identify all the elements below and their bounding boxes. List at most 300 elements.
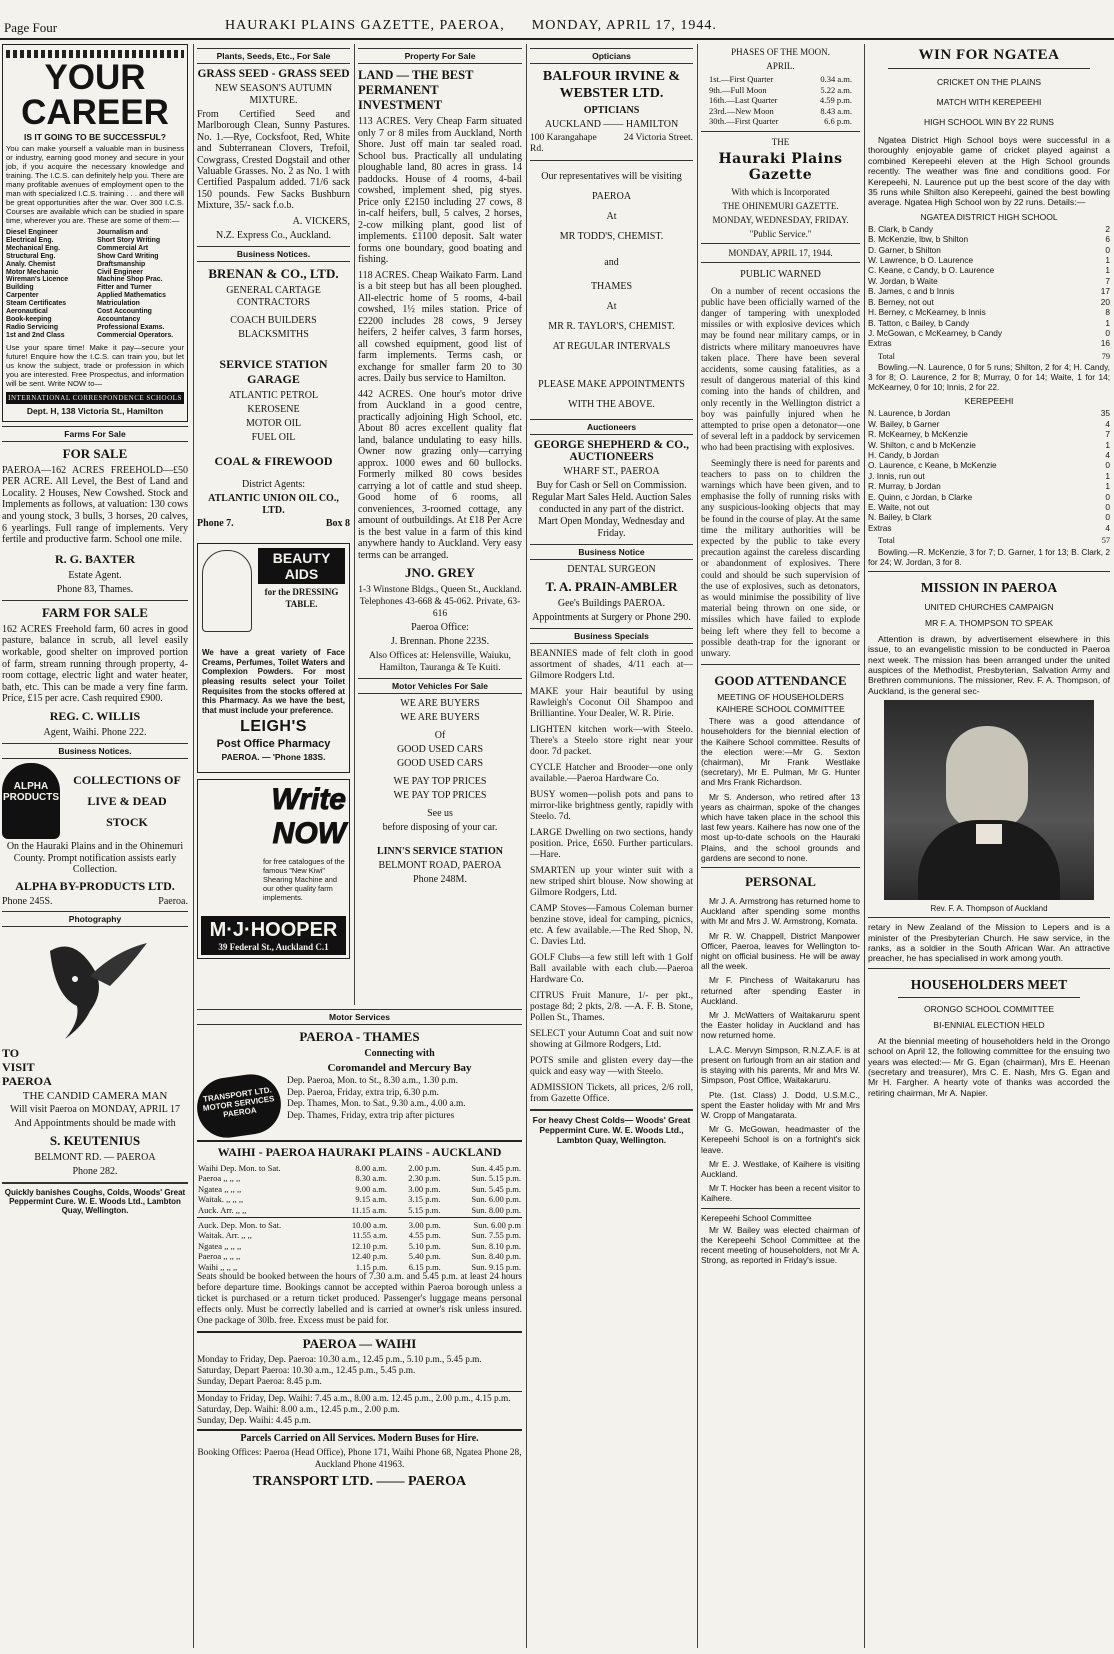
score-row	[868, 419, 1110, 429]
timetable-cell: 10.00 a.m.	[351, 1220, 388, 1231]
cities: AUCKLAND —— HAMILTON	[544, 119, 679, 130]
runs: 1	[1105, 470, 1110, 481]
timetable-cell: 11.15 a.m.	[351, 1204, 388, 1215]
course-item: Radio Servicing	[6, 323, 59, 331]
timetable-cell: 12.10 p.m.	[351, 1240, 388, 1251]
timetable-cell: 1.15 p.m.	[355, 1261, 388, 1272]
timetable-cell: Auck. Arr. ,, ,,	[198, 1204, 247, 1215]
course-item: Diesel Engineer	[6, 229, 58, 236]
agent-phone: Agent, Waihi. Phone 222.	[43, 727, 147, 738]
career-subtitle: IS IT GOING TO BE SUCCESSFUL?	[24, 132, 166, 142]
ad-border	[6, 50, 184, 58]
course-item: Book-keeping	[6, 315, 52, 323]
swallow-illustration	[2, 931, 188, 1046]
timetable-cell: Sun. 5.45 p.m.	[471, 1183, 521, 1194]
runs: 20	[1100, 296, 1110, 307]
atlantic-contact: Phone 7. Box 8	[197, 517, 350, 529]
course-item: Motor Mechanic	[6, 268, 59, 276]
personal-item: Mr R. W. Chappell, District Manpower Officer, Paeroa, leaves for Wellington to-night on official business. He will be away all the week.	[701, 930, 860, 972]
timetable-cell: 5.15 p.m.	[408, 1204, 441, 1215]
agent-name: REG. C. WILLIS	[49, 709, 141, 723]
runs: 0	[1105, 512, 1110, 523]
runs: 4	[1105, 418, 1110, 429]
personal-item: Mr T. Hocker has been a recent visitor to Kaihere.	[701, 1183, 860, 1204]
thames-sub: Connecting with	[364, 1048, 435, 1059]
paeroa-waihi-title: PAEROA — WAIHI	[302, 1336, 417, 1352]
section-header: Business Notice	[530, 544, 693, 560]
mission-text: Attention is drawn, by advertisement elsewhere in this issue, to an evangelistic mission to be conducted in Paeroa next week. The mission has been arranged under the united auspices of the Methodist, Presbyterian, Salvation Army and Brethren communions. The missioner, Rev. F. A. Thompson, of Auckland, is the general sec-	[868, 633, 1110, 696]
timetable-cell: Paeroa ,, ,, ,,	[198, 1173, 241, 1184]
special-item: BUSY women—polish pots and pans to mirror-like brightness gently, rapidly with Steelo. 7d.	[530, 789, 693, 823]
optician-addresses: 100 Karangahape Rd. 24 Victoria Street.	[530, 133, 693, 154]
special-item: POTS smile and glisten every day—the quick and easy way —with Steelo.	[530, 1055, 693, 1078]
personal-item: Mr J. McWatters of Waitakaruru spent the Easter holiday in Auckland and has now returned home.	[701, 1010, 860, 1041]
score-row	[868, 265, 1110, 275]
score-row	[868, 429, 1110, 439]
batsman: B. James, c and b Innis	[868, 286, 955, 297]
timetable-cell: 3.00 p.m.	[408, 1183, 441, 1194]
runs: 1	[1105, 439, 1110, 450]
moon-month: APRIL.	[766, 61, 795, 71]
win-sub: MATCH WITH KEREPEEHI	[936, 97, 1042, 107]
batsman: B. McKenzie, lbw, b Shilton	[868, 234, 969, 245]
batsman: B. Tatton, c Bailey, b Candy	[868, 317, 970, 328]
career-footer: Use your spare time! Make it pay—secure your future! Enquire how the I.C.S. can train you, but let us know the subject, trade or profession in which you are interested. Free Prospectus, and information will be sent. Write NOW to—	[6, 342, 184, 388]
score-row	[868, 286, 1110, 296]
alpha-name: ALPHA BY-PRODUCTS LTD.	[15, 878, 175, 893]
score-row	[868, 460, 1110, 470]
special-item: ADMISSION Tickets, all prices, 2/6 roll, from Gazette Office.	[530, 1082, 693, 1105]
timetable-cell: 9.00 a.m.	[355, 1183, 388, 1194]
section-header: Motor Services	[197, 1009, 522, 1025]
course-item: Structural Eng.	[6, 252, 56, 260]
runs: 0	[1105, 501, 1110, 512]
column-6	[868, 44, 1110, 1648]
see-line: See us	[427, 808, 453, 819]
moon-row	[701, 106, 860, 117]
runs: 6	[1105, 234, 1110, 245]
runs: 4	[1105, 449, 1110, 460]
score-row	[868, 440, 1110, 450]
balfour-name: BALFOUR IRVINE & WEBSTER LTD.	[542, 69, 681, 101]
batsman: N. Laurence, b Jordan	[868, 408, 951, 419]
runs: 2	[1105, 223, 1110, 234]
shepherd-name: GEORGE SHEPHERD & CO., AUCTIONEERS	[534, 439, 689, 464]
column-1	[2, 44, 188, 1648]
score-row	[868, 307, 1110, 317]
timetable-cell: Sun. 8.40 p.m.	[471, 1251, 521, 1262]
grass-text: From Certified Seed and Marlborough Clean, Sunny Pastures. No. 1.—Rye, Cocksfoot, Red, White and Subterranean Clovers, Trefoil, Cowgrass, Crested Dogstail and other Valuable Grasses. No. 2 as No. 1 with Certified Paspalum added. 71/6 sack 150 pounds. Few Sacks Bushburn Mixture, 35/- sack f.o.b.	[197, 109, 350, 212]
attendance-sub: MEETING OF HOUSEHOLDERS	[717, 692, 844, 703]
leighs-address: PAEROA. — 'Phone 183S.	[221, 752, 326, 763]
agent-name: R. G. BAXTER	[54, 551, 135, 566]
personal-item: Mr F. Pinchess of Waitakaruru has returned after spending Easter in Auckland.	[701, 975, 860, 1006]
batsman: N. Bailey, b Clark	[868, 512, 932, 523]
ngatea-total: Total 79	[878, 351, 1110, 361]
linn-address: BELMONT ROAD, PAEROA	[378, 860, 502, 871]
portrait-illustration	[202, 550, 252, 632]
brenan-line: BLACKSMITHS	[238, 328, 309, 340]
attendance-sub: KAIHERE SCHOOL COMMITTEE	[716, 704, 845, 715]
camera-man: THE CANDID CAMERA MAN	[22, 1090, 168, 1103]
course-item: Wireman's Licence	[6, 276, 69, 284]
warned-text: Seemingly there is need for parents and teachers to pass on to children the warnings which have been given, and to emphasise the folly of running risks with any suspicious-looking objects that may be found in the course of play. At the same time the military authorities will be expected by the public to take every precaution against the careless discarding or abandonment of explosives. There could and should be such supervision of the use of explosives, such as detonators, as would minimise the possibility of live material being thrown on one side, or missiles which have failed to explode being left where they fell to become a possible death-trap for the ignorant or unwary.	[701, 458, 860, 659]
timetable-row	[197, 1241, 522, 1251]
attendance-text: There was a good attendance of householders for the biennial election of the Kaihere School committee. Results of the election were:—Mr G. Sexton (chairman), Mr Frank Westlake (secretary), Mr E. Pulman, Mr G. Hunter and Mrs Frank Richardson.	[701, 716, 860, 788]
course-item: Commercial Operators.	[97, 331, 174, 339]
gazette-nameplate: Hauraki Plains Gazette	[718, 150, 843, 183]
moon-phase: 9th.—Full Moon	[709, 84, 767, 95]
keutenius-address: BELMONT RD. — PAEROA	[34, 1152, 156, 1164]
runs: 0	[1105, 244, 1110, 255]
masthead-title: HAURAKI PLAINS GAZETTE, PAEROA, MONDAY, APRIL 17, 1944.	[225, 18, 717, 33]
course-list	[6, 229, 184, 340]
moon-time: 0.34 a.m.	[820, 74, 852, 84]
timetable-row	[197, 1173, 522, 1183]
score-row	[868, 481, 1110, 491]
score-row	[868, 234, 1110, 244]
moon-phase: 16th.—Last Quarter	[709, 95, 778, 105]
win-sub: CRICKET ON THE PLAINS	[936, 77, 1042, 87]
moon-title: PHASES OF THE MOON.	[731, 47, 830, 57]
runs: 0	[1105, 327, 1110, 338]
batsman: B. Clark, b Candy	[868, 223, 934, 234]
mission-sub: MR F. A. THOMPSON TO SPEAK	[924, 617, 1053, 628]
opticians-label: OPTICIANS	[583, 105, 640, 116]
householders-sub: BI-ENNIAL ELECTION HELD	[933, 1019, 1045, 1030]
mission-heading: MISSION IN PAEROA	[920, 579, 1058, 595]
timetable-row	[197, 1194, 522, 1204]
section-header: Photography	[2, 911, 188, 927]
runs: 0	[1105, 491, 1110, 502]
transport-footer: TRANSPORT LTD. —— PAEROA	[252, 1474, 467, 1490]
personal-item: Pte. (1st. Class) J. Dodd, U.S.M.C., spent the Easter holiday with Mr and Mrs W. Cropp of Mangatarata.	[701, 1089, 860, 1120]
linn-name: LINN'S SERVICE STATION	[377, 846, 503, 857]
batsman: H. Candy, b Jordan	[868, 449, 939, 460]
thames-title: PAEROA - THAMES	[299, 1029, 420, 1044]
buyers-line: WE ARE BUYERS	[400, 698, 480, 709]
service-line: FUEL OIL	[251, 431, 296, 443]
section-header: Motor Vehicles For Sale	[358, 678, 522, 694]
batsman: W. Lawrence, b O. Laurence	[868, 255, 974, 266]
vickers-name: A. VICKERS,	[292, 215, 350, 227]
specials-list	[530, 648, 693, 1104]
batsman: O. Laurence, c Keane, b McKenzie	[868, 460, 997, 471]
thompson-photo	[884, 700, 1094, 900]
course-item: Machine Shop Prac.	[97, 276, 163, 284]
paeroa-line: PAEROA	[591, 191, 632, 203]
mission-sub: UNITED CHURCHES CAMPAIGN	[924, 601, 1054, 612]
course-item: Applied Mathematics	[97, 292, 166, 300]
career-body: You can make yourself a valuable man in business or industry, earning good money and secure in your job, if you acquire the necessary knowledge and training. The I.C.S. can definitely help you. There are many profitable avenues of employment open to the man with specialized I.C.S. training . . . and there will be great opportunities after the war. Over 300 I.C.S. Courses are available which can be studied in spare time, wherever you are. These are some of them:—	[6, 144, 184, 225]
timetable-row	[197, 1205, 522, 1215]
ics-advertisement	[2, 44, 188, 422]
timetable-cell: 11.55 a.m.	[352, 1230, 388, 1241]
photo-caption: Rev. F. A. Thompson of Auckland	[930, 904, 1048, 914]
atlantic-name: ATLANTIC UNION OIL CO., LTD.	[208, 492, 339, 516]
transport-logo: TRANSPORT LTD. MOTOR SERVICES PAEROA	[197, 1070, 285, 1141]
beauty-text: We have a great variety of Face Creams, Perfumes, Toilet Waters and Complexion Powders. For most pleasing results select your Toilet Requisites from the stocks offered at this Pharmacy. As we have the best, that must include your preference.	[202, 648, 345, 715]
runs: 16	[1100, 338, 1110, 349]
timetable-cell: 4.55 p.m.	[408, 1230, 441, 1241]
kerepeehi-bowling: Bowling.—R. McKenzie, 3 for 7; D. Garner, 1 for 13; B. Clark, 2 for 24; W. Jordan, 3 for 8.	[868, 546, 1110, 567]
ad-heading: FARM FOR SALE	[42, 604, 148, 620]
batsman: H. Berney, c McKearney, b Innis	[868, 307, 986, 318]
timetable-row	[197, 1251, 522, 1261]
grey-also: Also Offices at: Helensville, Waiuku, Hamilton, Tauranga & Te Kuiti.	[369, 651, 511, 673]
timetable-row	[197, 1230, 522, 1240]
attendance-heading: GOOD ATTENDANCE	[714, 673, 847, 689]
booking-rules: Seats should be booked between the hours of 7.30 a.m. and 5.45 p.m. at least 24 hours before departure time. Bookings cannot be accepted within Paeroa borough unless a ticket is purchased or a return ticket produced. Passenger's luggage means personal effects only. Must be correctly labelled and is carried at owner's risk unless insured. One package of 30lb. free. Excess must be paid for.	[197, 1272, 522, 1327]
brenan-heading: BRENAN & CO., LTD.	[208, 265, 339, 281]
mission-text: retary in New Zealand of the Mission to Lepers and is a minister of the Presbyterian Church. He saw service, in the ranks, as a soldier in the South African War. An attractive preacher, he has specialised in work among youth.	[868, 922, 1110, 964]
grey-brennan: J. Brennan. Phone 223S.	[390, 636, 490, 647]
column-rule	[193, 44, 194, 1648]
column-rule	[864, 44, 865, 1648]
personal-item: Mr J. A. Armstrong has returned home to Auckland after spending some months with Mr and Mrs J. W. Armstrong, Komata.	[701, 896, 860, 927]
special-item: CAMP Stoves—Famous Coleman burner benzine stove, ideal for camping, picnics, etc. A few available.—The Red Shop, N. C. Davies Ltd.	[530, 903, 693, 948]
timetable-cell: 2.30 p.m.	[408, 1173, 441, 1184]
grey-address: 1-3 Winstone Bldgs., Queen St., Auckland. Telephones 43-668 & 45-062. Private, 63-616	[358, 585, 522, 619]
column-rule	[697, 44, 698, 1648]
transport-advertisement	[197, 1005, 522, 1648]
pay-line: WE PAY TOP PRICES	[393, 790, 487, 801]
special-item: CYCLE Hatcher and Brooder—one only available.—Paeroa Hardware Co.	[530, 762, 693, 785]
cars-line: GOOD USED CARS	[396, 758, 484, 769]
score-row	[868, 408, 1110, 418]
at-line: At	[606, 301, 617, 313]
column-3	[358, 44, 522, 1004]
moon-phase: 23rd.—New Moon	[709, 105, 774, 116]
timetable-cell: Sun. 6.00 p.m.	[471, 1194, 521, 1205]
course-item: Carpenter	[6, 292, 39, 300]
score-row	[868, 276, 1110, 286]
alpha-advertisement	[2, 763, 188, 839]
score-row	[868, 492, 1110, 502]
listing-113: 113 ACRES. Very Cheap Farm situated only 7 or 8 miles from Auckland, North Shore. Just off main tar sealed road. School bus. Practically all undulating ploughable land, 80 acres in grass. 14 paddocks. House of 4 rooms, 4-bail cowshed, implement shed, pig styes. Price only £2150 including 27 cows, 8 in-calf heifers, bull, 5 calves, 2 horses, 2-cow milking plant, good list of implements. £1100 deposit. Salt water forms one boundary, good boating and fishing.	[358, 116, 522, 265]
prain-appointments: Appointments at Surgery or Phone 290.	[532, 612, 691, 624]
taylors-line: MR R. TAYLOR'S, CHEMIST.	[548, 321, 675, 333]
buyers-line: WE ARE BUYERS	[400, 712, 480, 723]
batsman: C. Keane, c Candy, b O. Laurence	[868, 265, 995, 276]
hooper-banner: M·J·HOOPER 39 Federal St., Auckland C.1	[201, 916, 346, 955]
timetable-row	[197, 1184, 522, 1194]
todds-line: MR TODD'S, CHEMIST.	[559, 231, 664, 243]
runs: 1	[1105, 255, 1110, 266]
gazette-with: With which is Incorporated	[731, 186, 830, 197]
timetable-row	[197, 1262, 522, 1272]
cricket-intro: Ngatea District High School boys were successful in a thoroughly enjoyable game of cricket played against a combined Kerepeehi eleven at the High School grounds recently. The weather was fine and conditions good. For Kerepeehi, N. Laurence put up the best score of the day with 35 runs while Shilton also Kerepeehi, gained the best bowling average. Ngatea High School won by 22 runs. Details:—	[868, 135, 1110, 208]
keutenius-phone: Phone 282.	[72, 1166, 118, 1178]
course-item: Journalism and	[97, 229, 148, 236]
runs: 4	[1105, 522, 1110, 533]
timetable-cell: Sun. 7.55 p.m.	[471, 1230, 521, 1241]
column-rule	[526, 44, 527, 1648]
batsman: J. McGowan, c McKearney, b Candy	[868, 327, 1003, 338]
batsman: W. Jordan, b Waite	[868, 275, 938, 286]
moon-row	[701, 85, 860, 96]
gazette-ohinemuri: THE OHINEMURI GAZETTE.	[722, 200, 839, 211]
personal-item: L.A.C. Mervyn Simpson, R.N.Z.A.F. is at present on furlough from an air station and is staying with his parents, Mr and Mrs W. Simpson, Post Office, Waitakaruru.	[701, 1044, 860, 1086]
personal-item: Mr G. McGowan, headmaster of the Kerepeehi School is on a fortnight's sick leave.	[701, 1124, 860, 1155]
timetable-cell: 3.00 p.m.	[408, 1220, 441, 1231]
timetable-cell: 8.00 a.m.	[355, 1163, 388, 1173]
section-header: Plants, Seeds, Etc., For Sale	[197, 48, 350, 64]
grass-sub: NEW SEASON'S AUTUMN MIXTURE.	[214, 83, 333, 106]
service-line: ATLANTIC PETROL	[228, 389, 319, 401]
leighs-sub: Post Office Pharmacy	[216, 738, 331, 751]
batsman: W. Bailey, b Garner	[868, 418, 940, 429]
section-header: Auctioneers	[530, 419, 693, 435]
alpha-contact: Phone 245S. Paeroa.	[2, 895, 188, 907]
intervals-line: AT REGULAR INTERVALS	[552, 341, 671, 353]
gazette-date: MONDAY, APRIL 17, 1944.	[728, 247, 833, 258]
section-header: Business Notices.	[2, 743, 188, 759]
course-item: Commercial Art	[97, 244, 149, 252]
service-line: MOTOR OIL	[245, 417, 302, 429]
runs: 7	[1105, 275, 1110, 286]
parcels-line: Parcels Carried on All Services. Modern Buses for Hire.	[240, 1433, 479, 1445]
shepherd-address: WHARF ST., PAEROA	[563, 466, 660, 478]
vickers-address: N.Z. Express Co., Auckland.	[216, 229, 331, 241]
special-item: BEANNIES made of felt cloth in good assortment of shades, 4/11 each at—Gilmore Rodgers Ltd.	[530, 648, 693, 682]
gazette-the: THE	[771, 136, 790, 147]
course-item: Accountancy	[97, 315, 141, 323]
keutenius-name: S. KEUTENIUS	[49, 1133, 141, 1149]
runs: 8	[1105, 307, 1110, 318]
attendance-text: Mr S. Anderson, who retired after 13 years as chairman, spoke of the changes which have taken place in the school this last few years. Kaihere has now one of the most up-to-date schools on the Hauraki Plains, and the school grounds and gardens are second to none.	[701, 791, 860, 863]
write-now-heading: Write NOW	[271, 783, 346, 851]
column-4	[530, 44, 693, 1648]
masthead	[0, 0, 1114, 40]
agent-role: Estate Agent.	[68, 569, 122, 581]
gazette-motto: "Public Service."	[749, 228, 812, 239]
moon-row	[701, 74, 860, 85]
timetable-cell: 2.00 p.m.	[408, 1163, 441, 1173]
listing-442: 442 ACRES. One hour's motor drive from Auckland in a good centre, practically adjoining High School, etc. About 80 acres excellent quality flat land, balance undulating to easy hills. Owner now grazing only—carrying approx. 1000 ewes and 60 bullocks. Formerly milked 80 cows besides carrying a lot of cattle and stud sheep. Good home of 6 rooms, all conveniences, 3-roomed cottage, any amount of outbuildings. At £18 Per Acre is the best value in a farm of this kind anywhere handy to Auckland. Very easy terms can be arranged.	[358, 388, 522, 561]
brenan-line: COACH BUILDERS	[230, 314, 317, 326]
please-line: PLEASE MAKE APPOINTMENTS WITH THE ABOVE.	[538, 379, 685, 411]
woods-ad: For heavy Chest Colds— Woods' Great Peppermint Cure. W. E. Woods Ltd., Lambton Quay, Wellington.	[532, 1115, 691, 1146]
woods-ad: Quickly banishes Coughs, Colds, Woods' Great Peppermint Cure. W. E. Woods Ltd., Lambton Quay, Wellington.	[4, 1188, 186, 1216]
runs: 1	[1105, 265, 1110, 276]
runs: 0	[1105, 460, 1110, 471]
runs: 1	[1105, 481, 1110, 492]
ad-body: 162 ACRES Freehold farm, 60 acres in good pasture, balance in scrub, all level easily workable, good shelter on improved portion of farm, stream running through property, 4-room cottage, electric light and water heater, bath, etc. This can be made a very fine farm. Price, £15 per acre. Cash required £900.	[2, 623, 188, 705]
service-heading: SERVICE STATION GARAGE	[219, 356, 328, 386]
batsman: R. Murray, b Jordan	[868, 481, 941, 492]
timetable-cell: 9.15 a.m.	[355, 1194, 388, 1205]
score-row	[868, 245, 1110, 255]
booking-offices: Booking Offices: Paeroa (Head Office), Phone 171, Waihi Phone 68, Ngatea Phone 28, Auckland Phone 41963.	[197, 1448, 522, 1471]
moon-row	[701, 95, 860, 106]
alpha-logo: ALPHA PRODUCTS	[2, 763, 60, 839]
score-row	[868, 512, 1110, 522]
ngatea-bowling: Bowling.—N. Laurence, 0 for 5 runs; Shilton, 2 for 4; H. Candy, 3 for 8; O. Laurence, 2 for 8; Murray, 0 for 14; Waite, 1 for 14; McKearney, 0 for 10; Innis, 2 for 22.	[868, 362, 1110, 393]
grey-name: JNO. GREY	[404, 565, 476, 580]
prain-name: T. A. PRAIN-AMBLER	[545, 579, 678, 595]
leighs-advertisement	[197, 543, 350, 773]
score-row	[868, 338, 1110, 348]
win-sub: HIGH SCHOOL WIN BY 22 RUNS	[924, 117, 1054, 127]
timetable-row	[197, 1163, 522, 1173]
thames-line: THAMES	[590, 281, 633, 293]
batsman: J. Innis, run out	[868, 470, 925, 481]
timetable-cell: 3.15 p.m.	[408, 1194, 441, 1205]
cars-line: GOOD USED CARS	[396, 744, 484, 755]
course-item: Short Story Writing	[97, 236, 161, 244]
course-item: Analy. Chemist	[6, 260, 56, 268]
section-header: Farms For Sale	[2, 426, 188, 442]
section-header: Opticians	[530, 48, 693, 64]
timetable-inbound	[197, 1220, 522, 1272]
timetable-cell: 8.30 a.m.	[355, 1173, 388, 1184]
special-item: LARGE Dwelling on two sections, handy position. Price, £650. Further particulars.—Hare.	[530, 827, 693, 861]
course-item: Cost Accounting	[97, 308, 152, 316]
shepherd-text: Buy for Cash or Sell on Commission. Regular Mart Sales Held. Auction Sales conducted in any part of the district. Mart Open Monday, Wednesday and Friday.	[531, 480, 692, 540]
course-item: Aeronautical	[6, 308, 48, 316]
reps-line: Our representatives will be visiting	[541, 171, 682, 183]
course-item: Show Card Writing	[97, 252, 159, 260]
moon-phase: 1st.—First Quarter	[709, 74, 774, 84]
batsman: D. Garner, b Shilton	[868, 244, 941, 255]
kerepeehi-heading: Kerepeehi School Committee	[701, 1212, 812, 1223]
score-row	[868, 471, 1110, 481]
write-text: for free catalogues of the famous "New Kiwi" Shearing Machine and our other quality farm implements.	[263, 857, 345, 903]
win-heading: WIN FOR NGATEA	[918, 47, 1060, 63]
timetable-cell: Sun. 8.00 p.m.	[471, 1204, 521, 1215]
ngatea-scorecard	[868, 224, 1110, 349]
kerepeehi-scorecard	[868, 408, 1110, 533]
kerepeehi-heading: KEREPEEHI	[964, 396, 1014, 407]
leighs-name: LEIGH'S	[240, 718, 307, 736]
runs: 17	[1100, 286, 1110, 297]
timetable-cell: Sun. 5.15 p.m.	[471, 1173, 521, 1184]
gazette-days: MONDAY, WEDNESDAY, FRIDAY.	[712, 214, 849, 225]
course-item: Matriculation	[97, 300, 140, 308]
ngatea-heading: NGATEA DISTRICT HIGH SCHOOL	[920, 211, 1058, 222]
timetable-cell: Sun. 6.00 p.m	[473, 1220, 521, 1231]
timetable-cell: Waitak. Arr. ,, ,,	[198, 1230, 252, 1241]
score-row	[868, 450, 1110, 460]
personal-items	[701, 896, 860, 1203]
timetable-cell: Sun. 9.15 p.m.	[471, 1261, 521, 1272]
moon-time: 4.59 p.m.	[819, 95, 852, 105]
special-item: CITRUS Fruit Manure, 1/- per pkt., postage 8d; 2 pkts, 2/8. —A. F. B. Stone, Pollen St., Thames.	[530, 990, 693, 1024]
timetable-cell: Sun. 8.10 p.m.	[471, 1240, 521, 1251]
section-header: Property For Sale	[358, 48, 522, 64]
kerepeehi-text: Mr W. Bailey was elected chairman of the Kerepeehi School Committee at the recent meeting of householders, not Mr A. Strong, as reported in Friday's issue.	[701, 1224, 860, 1266]
beauty-sub: for the DRESSING TABLE.	[264, 587, 339, 610]
and-line: and	[604, 257, 619, 269]
householders-sub: ORONGO SCHOOL COMMITTEE	[923, 1003, 1055, 1014]
hooper-advertisement	[197, 779, 350, 959]
personal-heading: PERSONAL	[745, 874, 816, 890]
timetable-cell: Auck. Dep. Mon. to Sat.	[198, 1220, 282, 1231]
listing-118: 118 ACRES. Cheap Waikato Farm. Land is a bit steep but has all been ploughed. All-electric home of 5 rooms, 4-bail cowshed, 1½ miles station. Price of £2200 includes 28 cows, 9 Jersey heifers, 2 heifer calves, 3 farm horses, all cowshed equipment, good list of farm implements. Terms cash, or exchange for smaller farm 20 to 30 acres. Daily bus service to Hamilton.	[358, 269, 522, 384]
ad-body: PAEROA—162 ACRES FREEHOLD—£50 PER ACRE. All Level, the Best of Land and Locality. 2 Houses, New Cowshed. Stock and Implements as follows, at valuation: 130 cows and young stock, 3 bulls, 3 horses, 20 calves, 6 yearlings. Full range of implements. Very fertile and productive farm. School one mile.	[2, 464, 188, 546]
runs: 35	[1100, 408, 1110, 419]
householders-text: At the biennial meeting of householders held in the Orongo school on April 12, the following committee for the ensuing two years was elected:— Mr G. Egan (chairman), Mrs E. Heenan (secretary and treasurer), Mrs C. E. Nash, Mrs G. Egan and Mr H. Fargher. A hearty vote of thanks was accorded the retiring chairman, Mr A. Napier.	[868, 1035, 1110, 1098]
score-row	[868, 502, 1110, 512]
photo-visit-lines: TO VISIT PAEROA	[2, 1046, 52, 1089]
agent-phone: Phone 83, Thames.	[56, 583, 134, 595]
ics-name-banner: INTERNATIONAL CORRESPONDENCE SCHOOLS	[6, 392, 184, 404]
thames-departures: Dep. Paeroa, Mon. to St., 8.30 a.m., 1.30 p.m. Dep. Paeroa, Friday, extra trip, 6.30 p.m. Dep. Thames, Mon. to Sat., 9.30 a.m., 4.00 a.m. Dep. Thames, Friday, extra trip after pictures	[287, 1076, 466, 1121]
householders-heading: HOUSEHOLDERS MEET	[910, 976, 1068, 992]
timetable-cell: Waitak. ,, ,, ,,	[198, 1194, 244, 1205]
column-5	[701, 44, 860, 1648]
